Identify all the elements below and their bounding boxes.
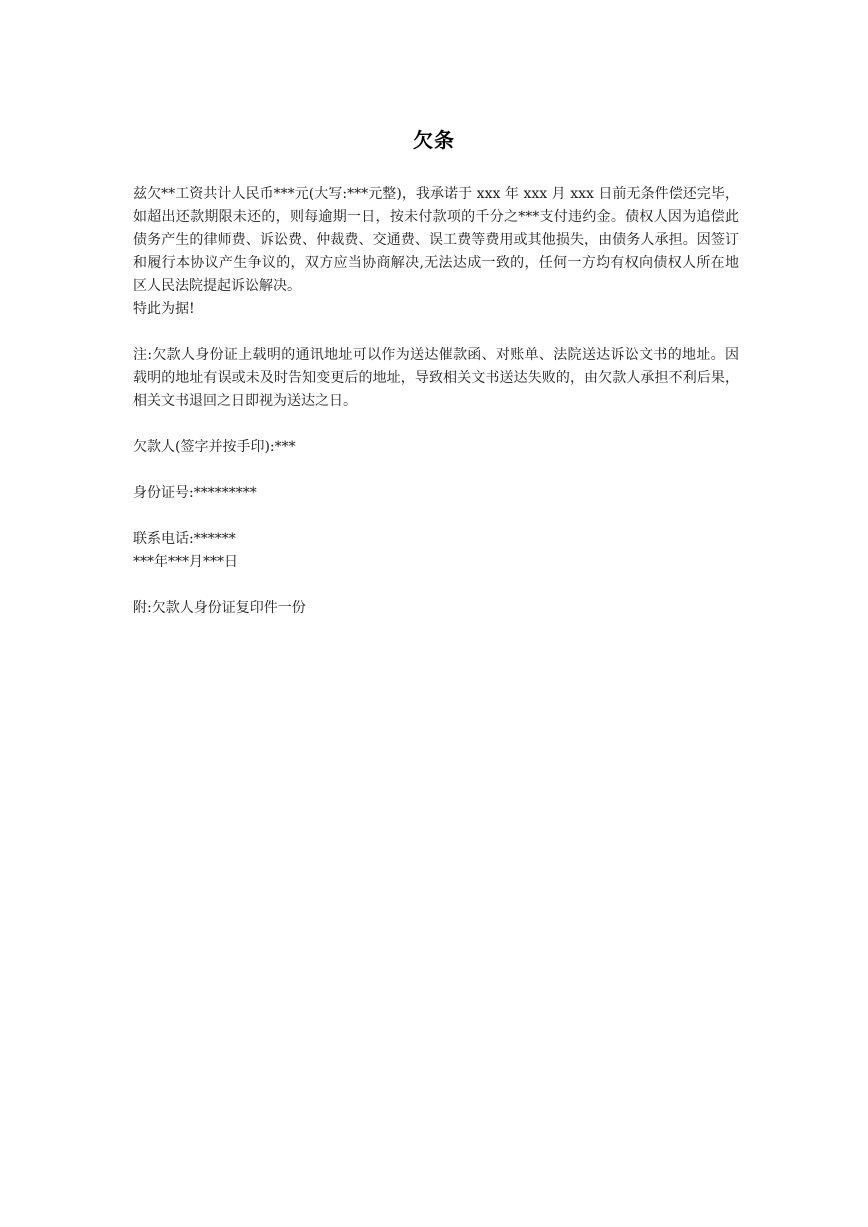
date-line: ***年***月***日 [133,554,238,570]
id-number-line: 身份证号:********* [133,485,257,501]
spacer [133,459,739,482]
document-body [133,183,739,620]
spacer [133,505,739,528]
document-title: 欠条 [413,128,455,152]
spacer [133,321,739,344]
note-paragraph: 注:欠款人身份证上载明的通讯地址可以作为送达催款函、对账单、法院送达诉讼文书的地址。因载明的地址有误或未及时告知变更后的地址，导致相关文书送达失败的，由欠款人承担不利后果，相关文书退回之日即视为送达之日。 [133,347,739,409]
closing-line: 特此为据! [133,301,195,317]
main-paragraph: 兹欠**工资共计人民币***元(大写:***元整)，我承诺于 xxx 年 xxx 月 xxx 日前无条件偿还完毕，如超出还款期限未还的，则每逾期一日，按未付款项的千分之***支付违约金。债权人因为追偿此债务产生的律师费、诉讼费、仲裁费、交通费、误工费等费用或其他损失，由债务人承担。因签订和履行本协议产生争议的，双方应当协商解决,无法达成一致的，任何一方均有权向债权人所在地区人民法院提起诉讼解决。 [133,186,739,294]
debtor-signature-line: 欠款人(签字并按手印):*** [133,439,296,455]
spacer [133,574,739,597]
phone-line: 联系电话:****** [133,531,236,547]
spacer [133,413,739,436]
attachment-line: 附:欠款人身份证复印件一份 [133,600,306,616]
